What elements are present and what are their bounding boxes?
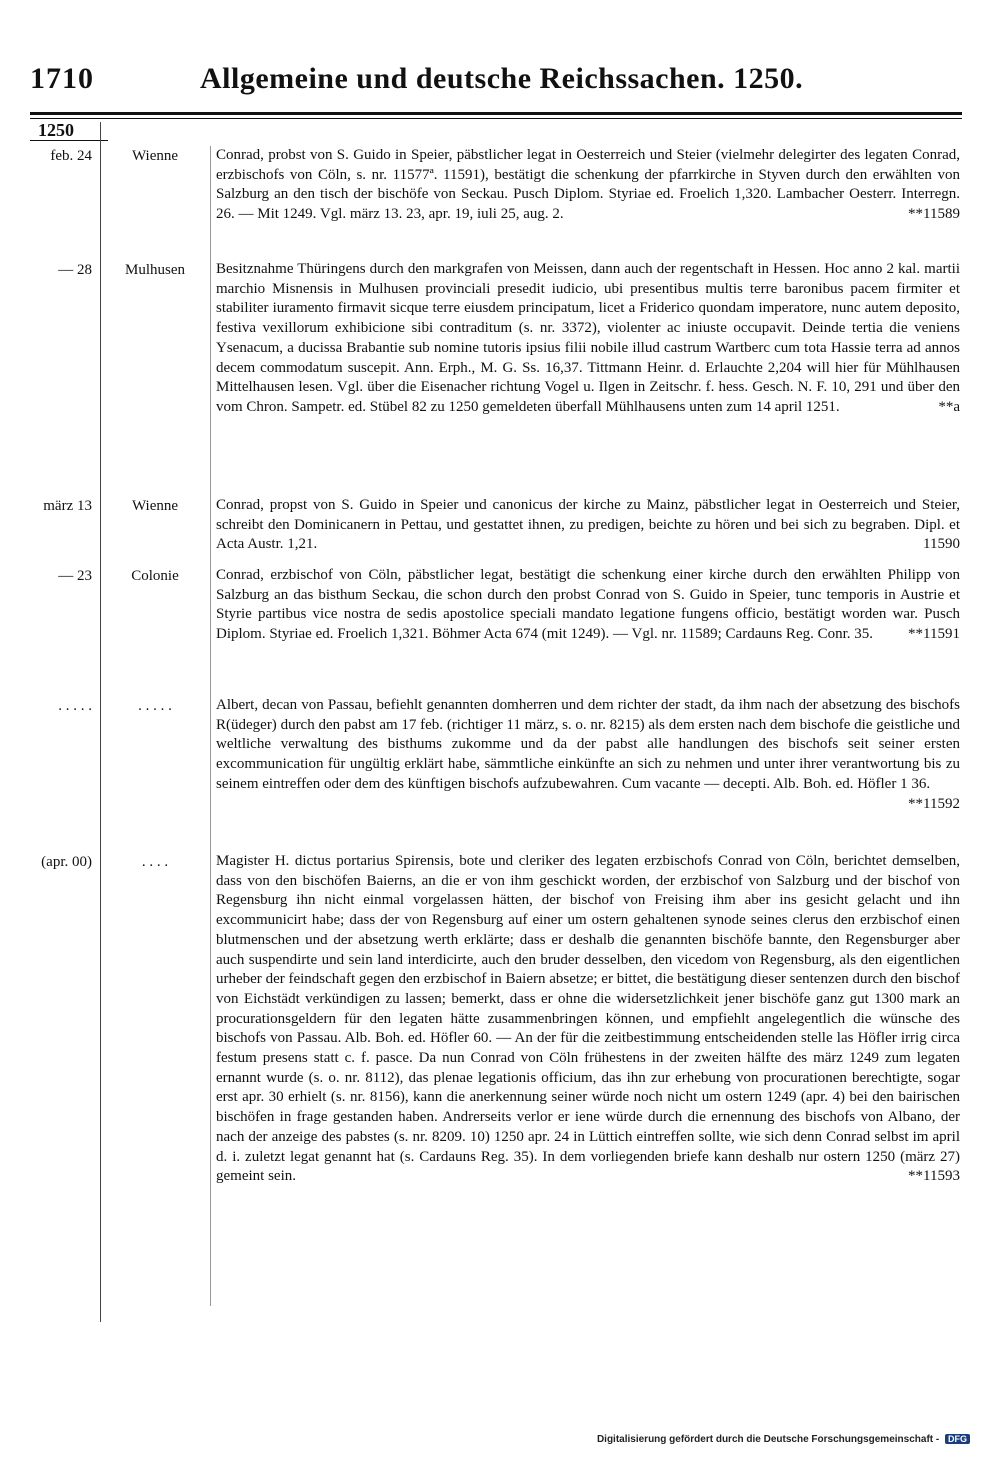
footer-credit [597,1434,970,1445]
entry-body: Conrad, propst von S. Guido in Speier und canonicus der kirche zu Mainz, päbstlicher legat in Oesterreich und Steier, schreibt den Dominicanern in Pettau, und gestattet ihnen, zu predigen, beichte zu hören und bei sich zu begraben. Dipl. et Acta Austr. 1,21. [216,497,960,553]
header-rule-thin [30,118,962,119]
entry-text [216,146,960,225]
entry-date: . . . . . [58,698,92,714]
entry-place: Mulhusen [125,262,185,278]
entry-number: **11592 [908,795,960,812]
entry-text [216,852,960,1187]
entry-number: 11590 [923,536,960,553]
year-heading: 1250 [38,120,74,140]
entry-number: **11593 [908,1168,960,1185]
entry-date: (apr. 00) [41,854,92,870]
entry-text [216,566,960,645]
entry-number: **11591 [908,626,960,643]
entry-place: . . . . . [138,698,172,714]
page-number: 1710 [30,62,94,95]
footer-text: Digitalisierung gefördert durch die Deutsche Forschungsgemeinschaft - [596,1434,940,1445]
entry-place: Wienne [131,498,179,514]
year-rule [30,140,108,141]
entry-number: **11589 [908,206,960,223]
entry-place: Wienne [131,148,179,164]
entry-place: . . . . [141,854,169,870]
entry-body: Besitznahme Thüringens durch den markgrafen von Meissen, dann auch der regentschaft in Hessen. Hoc anno 2 kal. martii marchio Misnensis in Mulhusen provinciali presedit iudicio, ubi presentibus multis terre baronibus pacem firmiter et stabiliter iuramento firmavit sicque terre eiusdem principatum, licet a Friderico quondam imperatore, nunc autem deposito, festiva vexillorum exhibicione sibi contraditum (s. nr. 3372), violenter ac iniuste occupavit. Deinde tertia die veniens Ysenacum, a ducissa Brabantie sub nomine tutoris ipsius filii nobile illud castrum Wartberc cum tota Hassie terra ad annos decem commodatum suscepit. Ann. Erph., M. G. Ss. 16,37. Tittmann Heinr. d. Erlauchte 2,204 will hier für Mühlhausen Mittelhausen lesen. Vgl. über die Eisenacher richtung Vogel u. Ilgen in Zeitschr. f. hess. Gesch. N. F. 10, 291 und über den vom Chron. Sampetr. ed. Stübel 82 zu 1250 gemeldeten überfall Mühlhausens unten zum 14 april 1251. [216,261,960,415]
entry-text [216,260,960,418]
entry-body: Conrad, probst von S. Guido in Speier, päbstlicher legat in Oesterreich und Steier (vielmehr delegirter des legaten Conrad, erzbischofs von Cöln, s. nr. 11577ª. 11591), bestätigt die schenkung der pfarrkirche in Styven durch den erwählten von Salzburg an den tisch der bischöfe von Seckau. Pusch Diplom. Styriae ed. Froelich 1,320. Lambacher Oesterr. Interregn. 26. — Mit 1249. Vgl. märz 13. 23, apr. 19, iuli 25, aug. 2. [216,147,960,223]
column-divider-date [100,122,101,1322]
entry-text [216,496,960,555]
entry-date: — 23 [58,568,92,584]
page-title: Allgemeine und deutsche Reichssachen. 1250. [200,62,804,95]
entry-date: feb. 24 [50,148,92,164]
dfg-logo-icon: DFG [945,1434,970,1444]
entry-date: märz 13 [43,498,92,514]
entry-body: Conrad, erzbischof von Cöln, päbstlicher legat, bestätigt die schenkung einer kirche durch den erwählten Philipp von Salzburg an das bisthum Seckau, die schon durch den probst Conrad von S. Guido in Speier, tunc temporis in Austrie et Styrie partibus vice nostra de sedis apostolice speciali mandato legatione fungens officio, bestätigt worden war. Pusch Diplom. Styriae ed. Froelich 1,321. Böhmer Acta 674 (mit 1249). — Vgl. nr. 11589; Cardauns Reg. Conr. 35. [216,567,960,643]
entry-body: Magister H. dictus portarius Spirensis, bote und cleriker des legaten erzbischofs Conrad von Cöln, berichtet demselben, dass von den bischöfen Baierns, an die er von ihm geschickt worden, der erzbischof von Salzburg und der bischof von Regensburg ihn nicht einmal vorgelassen hätten, der bischof von Freising ihm aber ins gesicht gelacht und ihn excommunicirt habe; dass der von Regensburg auf einer um ostern gehaltenen synode seines clerus den erzbischof einen blutmenschen und der absetzung werth erklärte; dass er deshalb die genannten bischöfe bannte, den Regensburger aber auch suspendirte und sein land interdicirte, auch den bruder desselben, den vicedom von Regensburg, als den eigentlichen urheber der feindschaft gegen den erzbischof in Baiern absetze; er bittet, die bestätigung dieser sentenzen durch den bischof von Eichstädt verkündigen zu lassen; bemerkt, dass er ohne die widersetzlichkeit jener bischöfe ganz gut 1300 mark an procurationsgeldern für den legaten hätte zusammenbringen können, und empfiehlt angelegentlich die wünsche des bischofs von Passau. Alb. Boh. ed. Höfler 60. — An der für die zeitbestimmung entscheidenden stelle las Höfler irrig circa festum presens statt c. f. pasce. Da nun Conrad von Cöln frühestens in der zweiten hälfte des märz 1249 zum legaten ernannt wurde (s. o. nr. 8112), das plenae legationis officium, das ihn zur erhebung von procurationen berechtigte, sogar erst apr. 30 erhielt (s. nr. 8156), kann die anerkennung seiner würde noch nicht um ostern 1249 (apr. 4) bei den bairischen bischöfen in frage gestanden haben. Andrerseits verlor er iene würde durch die ernennung des bischofs von Albano, der nach der anzeige des pabstes (s. nr. 8209. 10) 1250 apr. 24 in Lüttich eintreffen sollte, wie sich denn Conrad selbst im april d. i. zuletzt legat genannt hat (s. Cardauns Reg. 35). In dem vorliegenden briefe kann deshalb nur ostern 1250 (märz 27) gemeint sein. [216,853,960,1185]
entry-date: — 28 [58,262,92,278]
entry-number: **a [938,398,960,415]
entry-place: Colonie [131,568,179,584]
column-divider-place [210,146,211,1306]
page-header [30,62,960,106]
header-rule [30,112,962,115]
entry-body: Albert, decan von Passau, befiehlt genannten domherren und dem richter der stadt, da ihm nach der absetzung des bischofs R(üdeger) durch den pabst am 17 feb. (richtiger 11 märz, s. o. nr. 8215) als dem ersten nach dem bischofe die geistliche und weltliche verwaltung des bisthums zukomme und da der pabst alle handlungen des bischofs seit seiner ersten excommunication für ungültig erklärt habe, sämmtliche einkünfte an sich zu nehmen und unter ihrer verantwortung bis zu seinem eintreffen oder dem des künftigen bischofs aufzubewahren. Cum vacante — decepti. Alb. Boh. ed. Höfler 1 36. [216,697,960,792]
entry-text [216,696,960,814]
